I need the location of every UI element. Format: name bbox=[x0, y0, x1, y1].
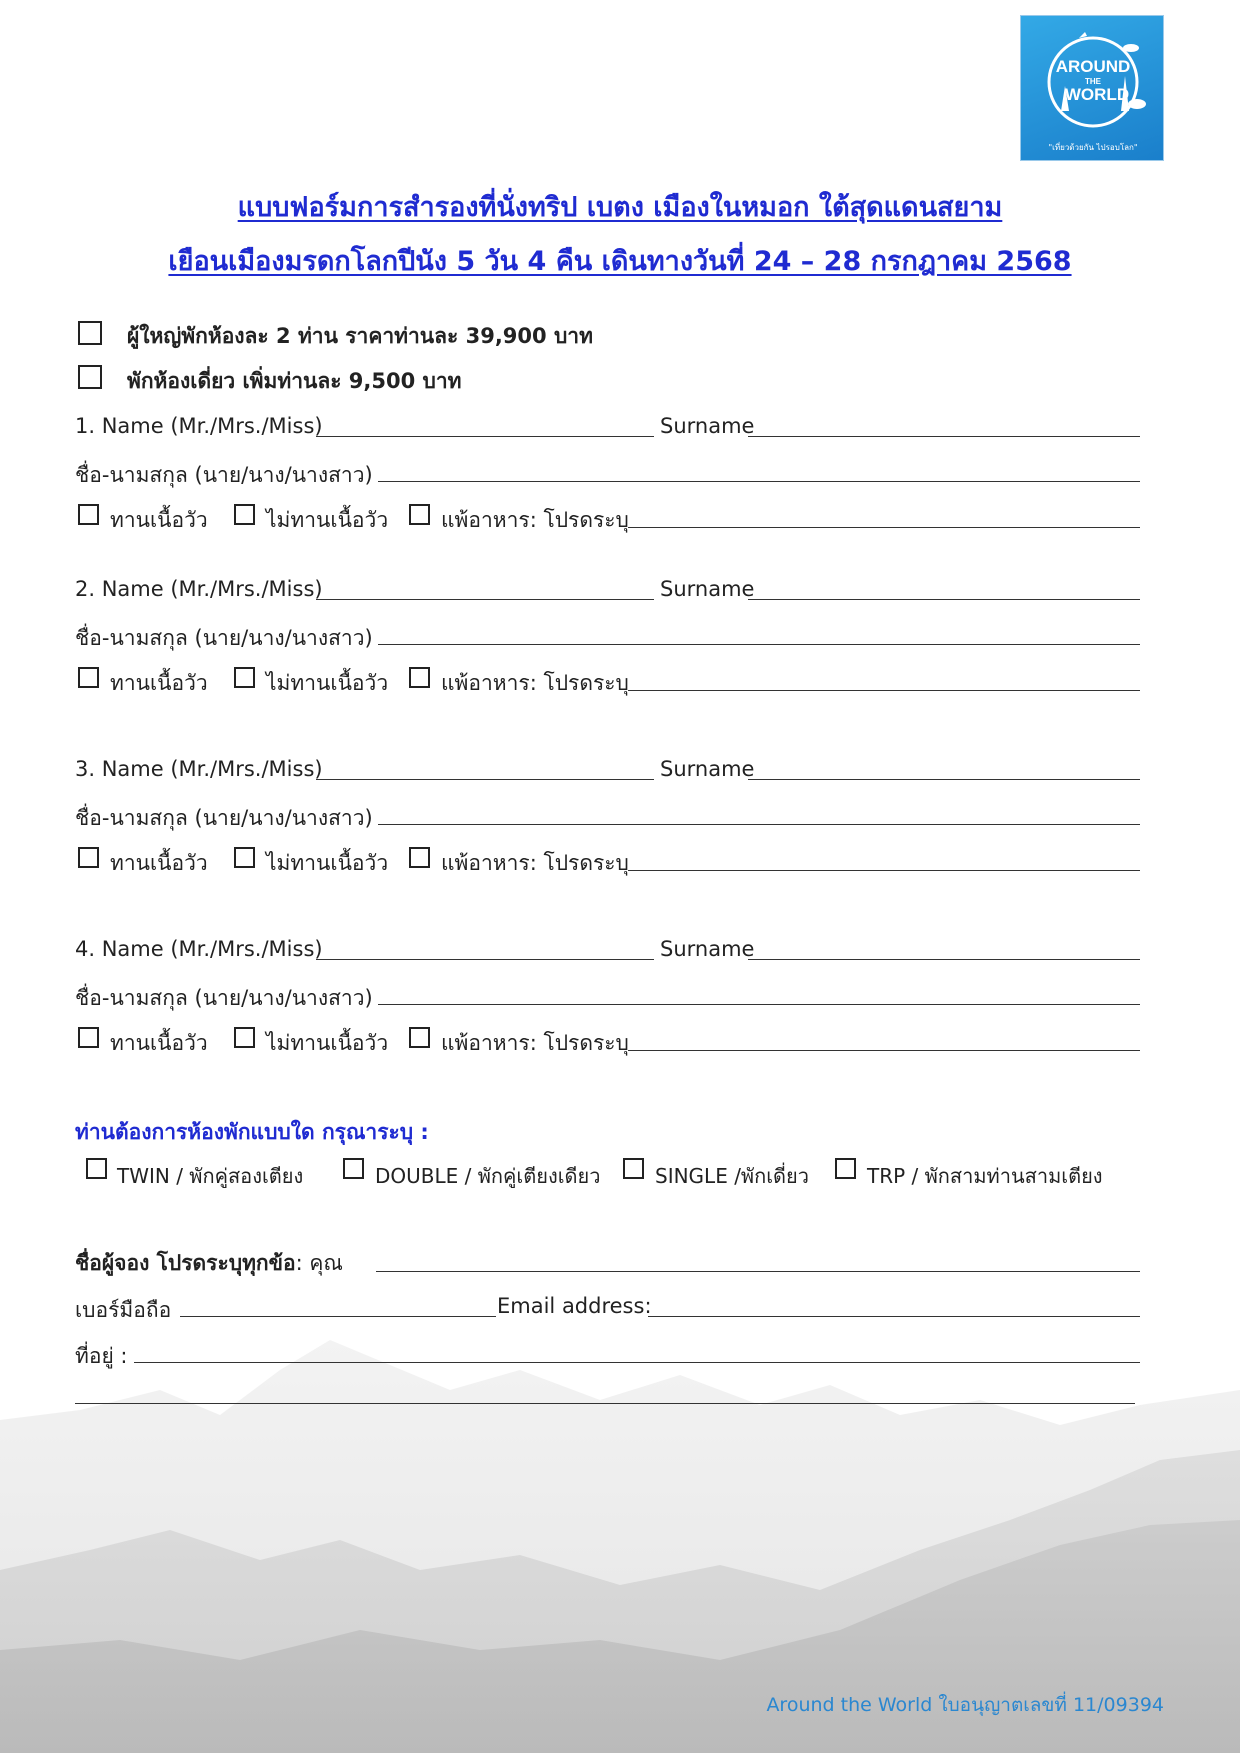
food-allergy-field[interactable] bbox=[628, 690, 1140, 691]
room-single-checkbox[interactable] bbox=[623, 1158, 644, 1179]
room-double-checkbox[interactable] bbox=[343, 1158, 364, 1179]
room-twin-label: TWIN / พักคู่สองเตียง bbox=[117, 1164, 304, 1188]
traveler-surname-field[interactable] bbox=[748, 436, 1140, 437]
eat-beef-checkbox[interactable] bbox=[78, 504, 99, 525]
traveler-surname-field[interactable] bbox=[748, 959, 1140, 960]
food-allergy-checkbox[interactable] bbox=[409, 667, 430, 688]
no-beef-label: ไม่ทานเนื้อวัว bbox=[266, 671, 389, 695]
traveler-name-label: 4. Name (Mr./Mrs./Miss) bbox=[75, 937, 323, 961]
room-single-label: SINGLE /พักเดี่ยว bbox=[655, 1164, 809, 1188]
room-triple-checkbox[interactable] bbox=[835, 1158, 856, 1179]
eat-beef-checkbox[interactable] bbox=[78, 667, 99, 688]
mobile-label: เบอร์มือถือ bbox=[75, 1298, 172, 1322]
traveler-surname-label: Surname bbox=[660, 937, 755, 961]
food-allergy-label: แพ้อาหาร: โปรดระบุ bbox=[441, 851, 629, 875]
room-type-question: ท่านต้องการห้องพักแบบใด กรุณาระบุ : bbox=[75, 1120, 429, 1144]
food-allergy-checkbox[interactable] bbox=[409, 1027, 430, 1048]
globe-icon bbox=[1021, 16, 1165, 162]
food-allergy-field[interactable] bbox=[628, 870, 1140, 871]
eat-beef-checkbox[interactable] bbox=[78, 1027, 99, 1048]
room-double-label: DOUBLE / พักคู่เตียงเดียว bbox=[375, 1164, 601, 1188]
food-allergy-checkbox[interactable] bbox=[409, 504, 430, 525]
no-beef-label: ไม่ทานเนื้อวัว bbox=[266, 508, 389, 532]
traveler-thai-name-label: ชื่อ-นามสกุล (นาย/นาง/นางสาว) bbox=[75, 986, 373, 1010]
adult-price-label: ผู้ใหญ่พักห้องละ 2 ท่าน ราคาท่านละ 39,900 บาท bbox=[127, 324, 593, 348]
traveler-thai-name-field[interactable] bbox=[378, 481, 1140, 482]
eat-beef-label: ทานเนื้อวัว bbox=[110, 851, 208, 875]
no-beef-checkbox[interactable] bbox=[234, 1027, 255, 1048]
address-field-line1[interactable] bbox=[134, 1362, 1140, 1363]
traveler-thai-name-label: ชื่อ-นามสกุล (นาย/นาง/นางสาว) bbox=[75, 626, 373, 650]
logo-text-world: WORLD bbox=[1064, 85, 1130, 104]
eat-beef-label: ทานเนื้อวัว bbox=[110, 508, 208, 532]
traveler-thai-name-field[interactable] bbox=[378, 1004, 1140, 1005]
logo-text-around: AROUND bbox=[1055, 57, 1131, 76]
email-label: Email address: bbox=[497, 1294, 652, 1318]
traveler-thai-name-label: ชื่อ-นามสกุล (นาย/นาง/นางสาว) bbox=[75, 463, 373, 487]
traveler-surname-field[interactable] bbox=[748, 779, 1140, 780]
no-beef-checkbox[interactable] bbox=[234, 847, 255, 868]
food-allergy-field[interactable] bbox=[628, 1050, 1140, 1051]
booker-name-field[interactable] bbox=[376, 1271, 1140, 1272]
eat-beef-label: ทานเนื้อวัว bbox=[110, 1031, 208, 1055]
food-allergy-label: แพ้อาหาร: โปรดระบุ bbox=[441, 671, 629, 695]
traveler-name-field[interactable] bbox=[316, 436, 654, 437]
booker-label-salutation: : คุณ bbox=[295, 1251, 343, 1275]
traveler-surname-label: Surname bbox=[660, 757, 755, 781]
traveler-name-field[interactable] bbox=[316, 959, 654, 960]
traveler-name-label: 1. Name (Mr./Mrs./Miss) bbox=[75, 414, 323, 438]
no-beef-checkbox[interactable] bbox=[234, 504, 255, 525]
license-footer: Around the World ใบอนุญาตเลขที่ 11/09394 bbox=[766, 1694, 1164, 1716]
traveler-thai-name-field[interactable] bbox=[378, 824, 1140, 825]
traveler-surname-field[interactable] bbox=[748, 599, 1140, 600]
food-allergy-label: แพ้อาหาร: โปรดระบุ bbox=[441, 1031, 629, 1055]
email-field[interactable] bbox=[648, 1316, 1140, 1317]
traveler-name-field[interactable] bbox=[316, 779, 654, 780]
logo-tagline: "เที่ยวด้วยกัน ไปรอบโลก" bbox=[1048, 143, 1138, 152]
room-twin-checkbox[interactable] bbox=[86, 1158, 107, 1179]
no-beef-label: ไม่ทานเนื้อวัว bbox=[266, 851, 389, 875]
adult-price-checkbox[interactable] bbox=[78, 321, 102, 345]
no-beef-label: ไม่ทานเนื้อวัว bbox=[266, 1031, 389, 1055]
booker-name-label bbox=[75, 1247, 343, 1280]
traveler-name-field[interactable] bbox=[316, 599, 654, 600]
traveler-thai-name-label: ชื่อ-นามสกุล (นาย/นาง/นางสาว) bbox=[75, 806, 373, 830]
eat-beef-label: ทานเนื้อวัว bbox=[110, 671, 208, 695]
traveler-surname-label: Surname bbox=[660, 414, 755, 438]
logo-text-the: THE bbox=[1085, 77, 1101, 86]
traveler-name-label: 3. Name (Mr./Mrs./Miss) bbox=[75, 757, 323, 781]
food-allergy-label: แพ้อาหาร: โปรดระบุ bbox=[441, 508, 629, 532]
mobile-field[interactable] bbox=[180, 1316, 496, 1317]
single-supplement-checkbox[interactable] bbox=[78, 365, 102, 389]
food-allergy-field[interactable] bbox=[628, 527, 1140, 528]
eat-beef-checkbox[interactable] bbox=[78, 847, 99, 868]
form-title-line1: แบบฟอร์มการสำรองที่นั่งทริป เบตง เมืองในหมอก ใต้สุดแดนสยาม bbox=[237, 192, 1003, 223]
food-allergy-checkbox[interactable] bbox=[409, 847, 430, 868]
traveler-thai-name-field[interactable] bbox=[378, 644, 1140, 645]
single-supplement-label: พักห้องเดี่ยว เพิ่มท่านละ 9,500 บาท bbox=[127, 369, 462, 393]
traveler-surname-label: Surname bbox=[660, 577, 755, 601]
room-triple-label: TRP / พักสามท่านสามเตียง bbox=[867, 1164, 1103, 1188]
address-label: ที่อยู่ : bbox=[75, 1344, 128, 1368]
no-beef-checkbox[interactable] bbox=[234, 667, 255, 688]
traveler-name-label: 2. Name (Mr./Mrs./Miss) bbox=[75, 577, 323, 601]
around-the-world-logo bbox=[1020, 15, 1164, 161]
address-field-line2[interactable] bbox=[75, 1403, 1135, 1404]
booker-label-bold: ชื่อผู้จอง โปรดระบุทุกข้อ bbox=[75, 1251, 296, 1275]
form-title-line2: เยือนเมืองมรดกโลกปีนัง 5 วัน 4 คืน เดินทางวันที่ 24 – 28 กรกฎาคม 2568 bbox=[168, 246, 1072, 277]
